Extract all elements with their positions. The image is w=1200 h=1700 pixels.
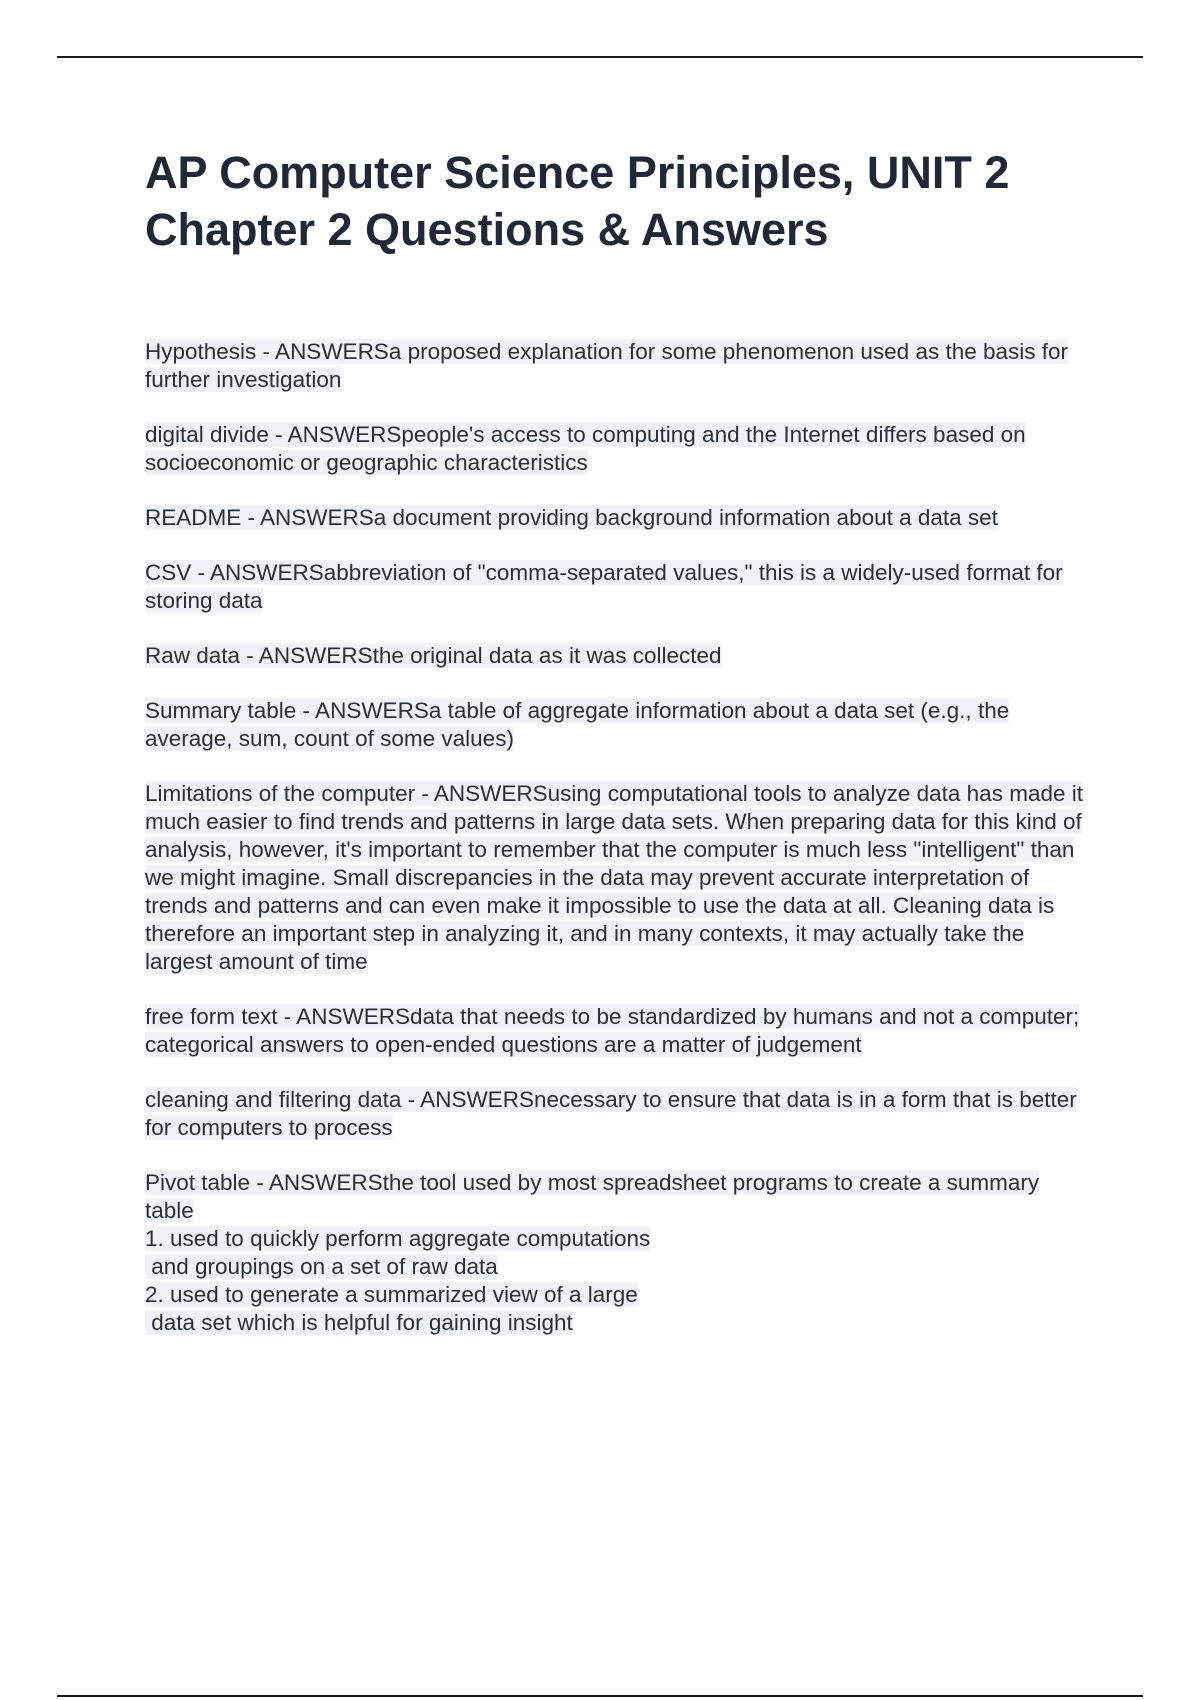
- pivot-list-item-1-cont: and groupings on a set of raw data: [145, 1254, 498, 1279]
- top-divider: [57, 56, 1143, 58]
- qa-list: [145, 338, 1085, 1364]
- qa-entry-text: README - ANSWERSa document providing background information about a data set: [145, 505, 998, 530]
- qa-entry-text: Summary table - ANSWERSa table of aggregate information about a data set (e.g., the average, sum, count of some values): [145, 698, 1010, 751]
- qa-entry-text: cleaning and filtering data - ANSWERSnecessary to ensure that data is in a form that is better for computers to process: [145, 1087, 1077, 1140]
- qa-entry-text: digital divide - ANSWERSpeople's access to computing and the Internet differs based on socioeconomic or geographic characteristics: [145, 422, 1026, 475]
- qa-entry-pivot-table: [145, 1169, 1085, 1337]
- bottom-divider: [57, 1695, 1143, 1697]
- qa-entry: [145, 559, 1085, 615]
- qa-entry-text: CSV - ANSWERSabbreviation of "comma-separated values," this is a widely-used format for storing data: [145, 560, 1063, 613]
- qa-entry: [145, 338, 1085, 394]
- document-title: AP Computer Science Principles, UNIT 2 Chapter 2 Questions & Answers: [145, 147, 1010, 255]
- qa-entry: [145, 504, 1085, 532]
- qa-entry: [145, 421, 1085, 477]
- qa-entry: [145, 1086, 1085, 1142]
- qa-entry: [145, 642, 1085, 670]
- qa-entry: [145, 697, 1085, 753]
- qa-entry-text: Hypothesis - ANSWERSa proposed explanation for some phenomenon used as the basis for further investigation: [145, 339, 1069, 392]
- qa-entry-text: free form text - ANSWERSdata that needs to be standardized by humans and not a computer; categorical answers to open-ended questions are a matter of judgement: [145, 1004, 1080, 1057]
- qa-entry: [145, 780, 1085, 976]
- pivot-list-item-2: 2. used to generate a summarized view of a large: [145, 1282, 638, 1307]
- qa-entry-text: Pivot table - ANSWERSthe tool used by most spreadsheet programs to create a summary table: [145, 1170, 1040, 1223]
- qa-entry-text: Raw data - ANSWERSthe original data as it was collected: [145, 643, 722, 668]
- pivot-list-item-2-cont: data set which is helpful for gaining insight: [145, 1310, 573, 1335]
- qa-entry: [145, 1003, 1085, 1059]
- pivot-list-item-1: 1. used to quickly perform aggregate computations: [145, 1226, 651, 1251]
- qa-entry-text: Limitations of the computer - ANSWERSusing computational tools to analyze data has made it much easier to find trends and patterns in large data sets. When preparing data for this kind of analysis, however, it's important to remember that the computer is much less "intelligent" than we might imagine. Small discrepancies in the data may prevent accurate interpretation of trends and patterns and can even make it impossible to use the data at all. Cleaning data is therefore an important step in analyzing it, and in many contexts, it may actually take the largest amount of time: [145, 781, 1083, 974]
